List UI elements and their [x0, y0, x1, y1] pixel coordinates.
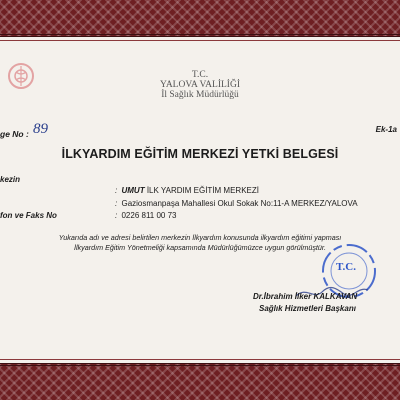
decorative-border-top: [0, 0, 400, 37]
center-name-value: : UMUT İLK YARDIM EĞİTİM MERKEZİ: [115, 186, 259, 195]
document-number-label: ge No :: [0, 129, 29, 139]
document-number-value: 89: [33, 121, 48, 137]
approval-text-line-1: Yukarıda adı ve adresi belirtilen merkezin İlkyardım konusunda ilkyardım eğitimi yapması: [58, 233, 342, 242]
signatory-title: Sağlık Hizmetleri Başkanı: [259, 304, 356, 313]
decorative-border-bottom: [0, 363, 400, 400]
center-address-text: Gaziosmanpaşa Mahallesi Okul Sokak No:11-A MERKEZ/YALOVA: [121, 199, 358, 208]
stamp-text: T.C.: [336, 261, 356, 273]
approval-text-line-2: İlkyardım Eğitim Yönetmeliği kapsamında Müdürlüğümüzce uygun görülmüştür.: [73, 243, 327, 252]
center-name-label: kezin: [0, 175, 21, 184]
phone-fax-text: 0226 811 00 73: [121, 211, 177, 220]
annex-label: Ek-1a: [375, 125, 397, 134]
center-brand: UMUT: [121, 186, 145, 195]
phone-fax-label: fon ve Faks No: [0, 211, 57, 220]
certificate-title: İLKYARDIM EĞİTİM MERKEZİ YETKİ BELGESİ: [61, 147, 339, 161]
center-name-text: İLK YARDIM EĞİTİM MERKEZİ: [146, 186, 259, 195]
phone-fax-value: : 0226 811 00 73: [115, 211, 177, 220]
header-governorship: YALOVA VALİLİĞİ: [160, 80, 240, 90]
header-tc: T.C.: [191, 70, 209, 80]
border-rule-bottom: [0, 359, 400, 360]
signatory-name: Dr.İbrahim İlker KALKAVAN: [253, 292, 358, 301]
center-address-value: : Gaziosmanpaşa Mahallesi Okul Sokak No:11-A MERKEZ/YALOVA: [115, 199, 358, 208]
border-rule-top: [0, 40, 400, 41]
header-directorate: İl Sağlık Müdürlüğü: [161, 90, 239, 100]
